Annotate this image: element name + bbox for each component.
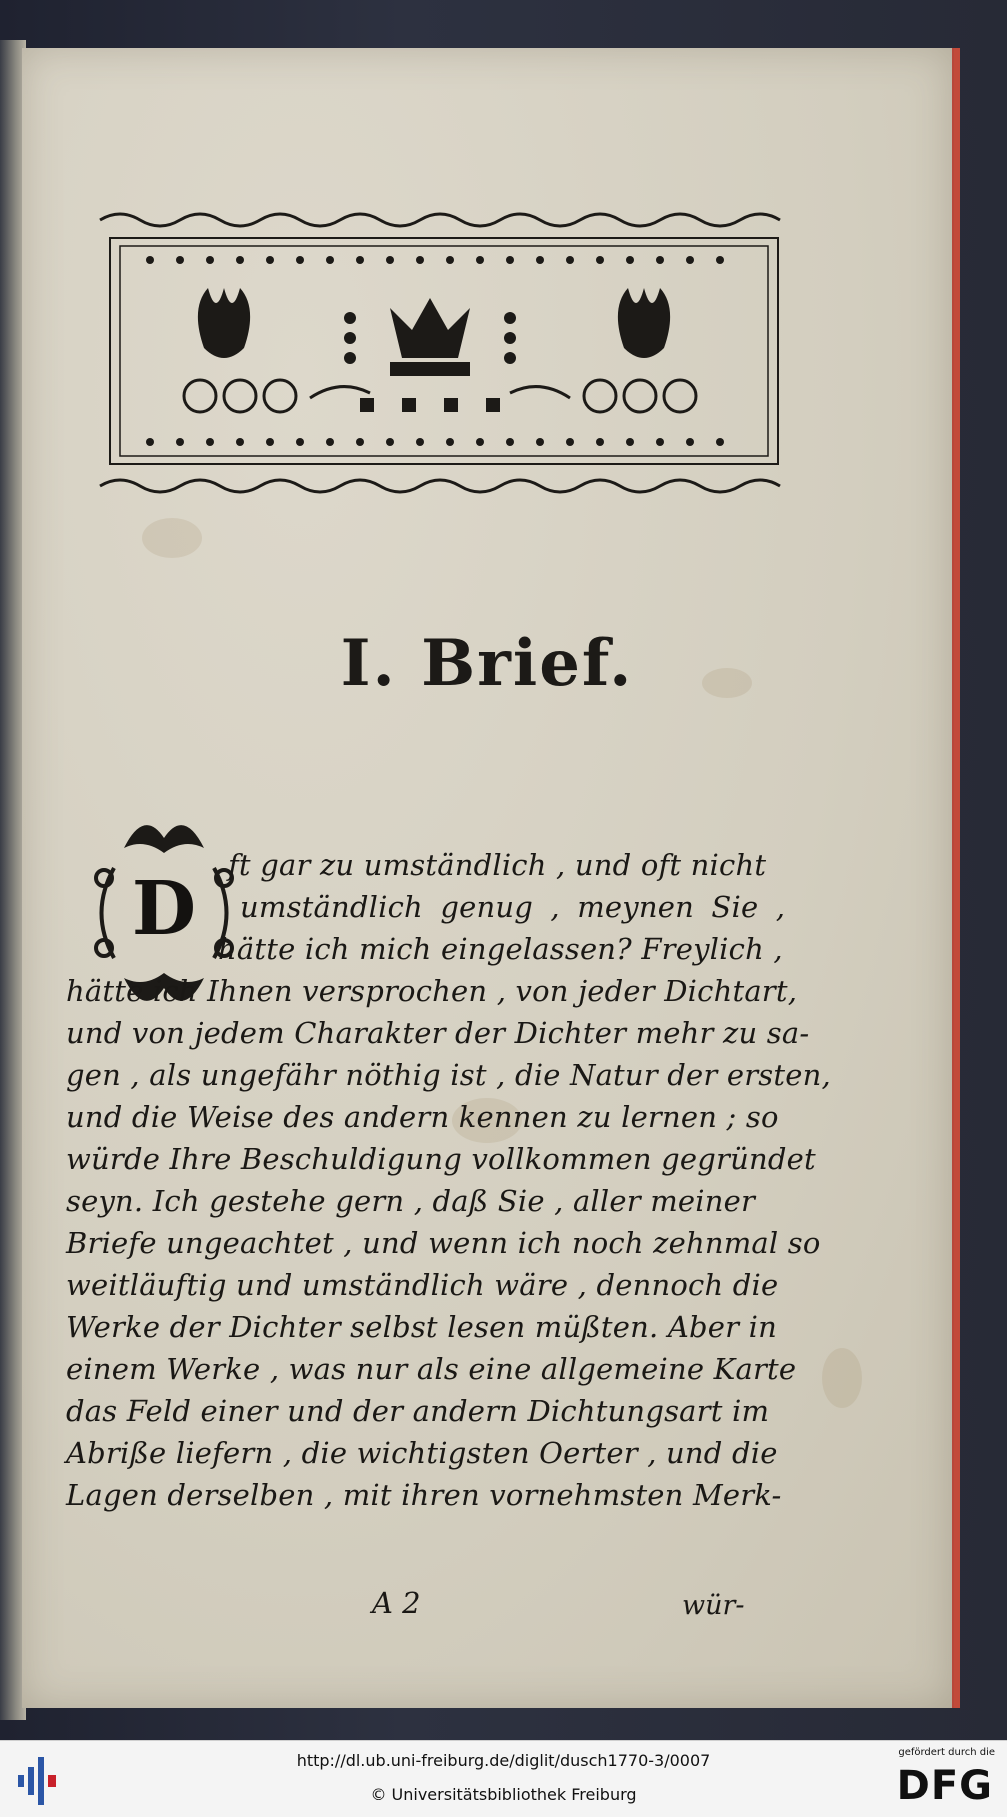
text-line: und die Weise des andern kennen zu lernen ; so [66, 1100, 779, 1134]
document-url-link[interactable]: http://dl.ub.uni-freiburg.de/diglit/dusch1770-3/0007 [296, 1751, 711, 1770]
text-line: einem Werke , was nur als eine allgemeine Karte [66, 1352, 797, 1386]
text-line: gen , als ungefähr nöthig ist , die Natur der ersten, [66, 1058, 831, 1092]
book-page [22, 48, 954, 1708]
decorative-header-ornament [90, 208, 798, 504]
dfg-logo[interactable]: DFG [896, 1763, 993, 1809]
text-line: umständlich genug , meynen Sie , [240, 890, 786, 924]
text-line: seyn. Ich gestehe gern , daß Sie , aller meiner [66, 1184, 756, 1218]
text-line: weitläuftig und umständlich wäre , dennoch die [66, 1268, 779, 1302]
copyright-notice: © Universitätsbibliothek Freiburg [370, 1785, 637, 1804]
text-line: das Feld einer und der andern Dichtungsart im [66, 1394, 770, 1428]
text-line: Briefe ungeachtet , und wenn ich noch zehnmal so [66, 1226, 821, 1260]
dfg-subtitle: gefördert durch die [898, 1747, 995, 1758]
paper-stain [142, 518, 202, 558]
ornament-border-icon [90, 208, 798, 504]
text-line: Werke der Dichter selbst lesen müßten. Aber in [66, 1310, 777, 1344]
catchword: wür- [682, 1590, 745, 1621]
initial-letter: D [131, 866, 197, 952]
text-line: Abriße liefern , die wichtigsten Oerter , und die [66, 1436, 778, 1470]
viewer-footer [0, 1740, 1007, 1817]
signature-mark: A 2 [372, 1586, 421, 1620]
chapter-title: I. Brief. [340, 626, 634, 701]
text-line: und von jedem Charakter der Dichter mehr zu sa- [66, 1016, 810, 1050]
text-line: ft gar zu umständlich , und oft nicht [228, 848, 767, 882]
text-line: Lagen derselben , mit ihren vornehmsten Merk- [66, 1478, 782, 1512]
paper-stain [822, 1348, 862, 1408]
text-line: hätte ich mich eingelassen? Freylich , [218, 932, 783, 966]
text-line: würde Ihre Beschuldigung vollkommen gegründet [66, 1142, 816, 1176]
text-line: hätte ich Ihnen versprochen , von jeder Dichtart, [66, 974, 798, 1008]
